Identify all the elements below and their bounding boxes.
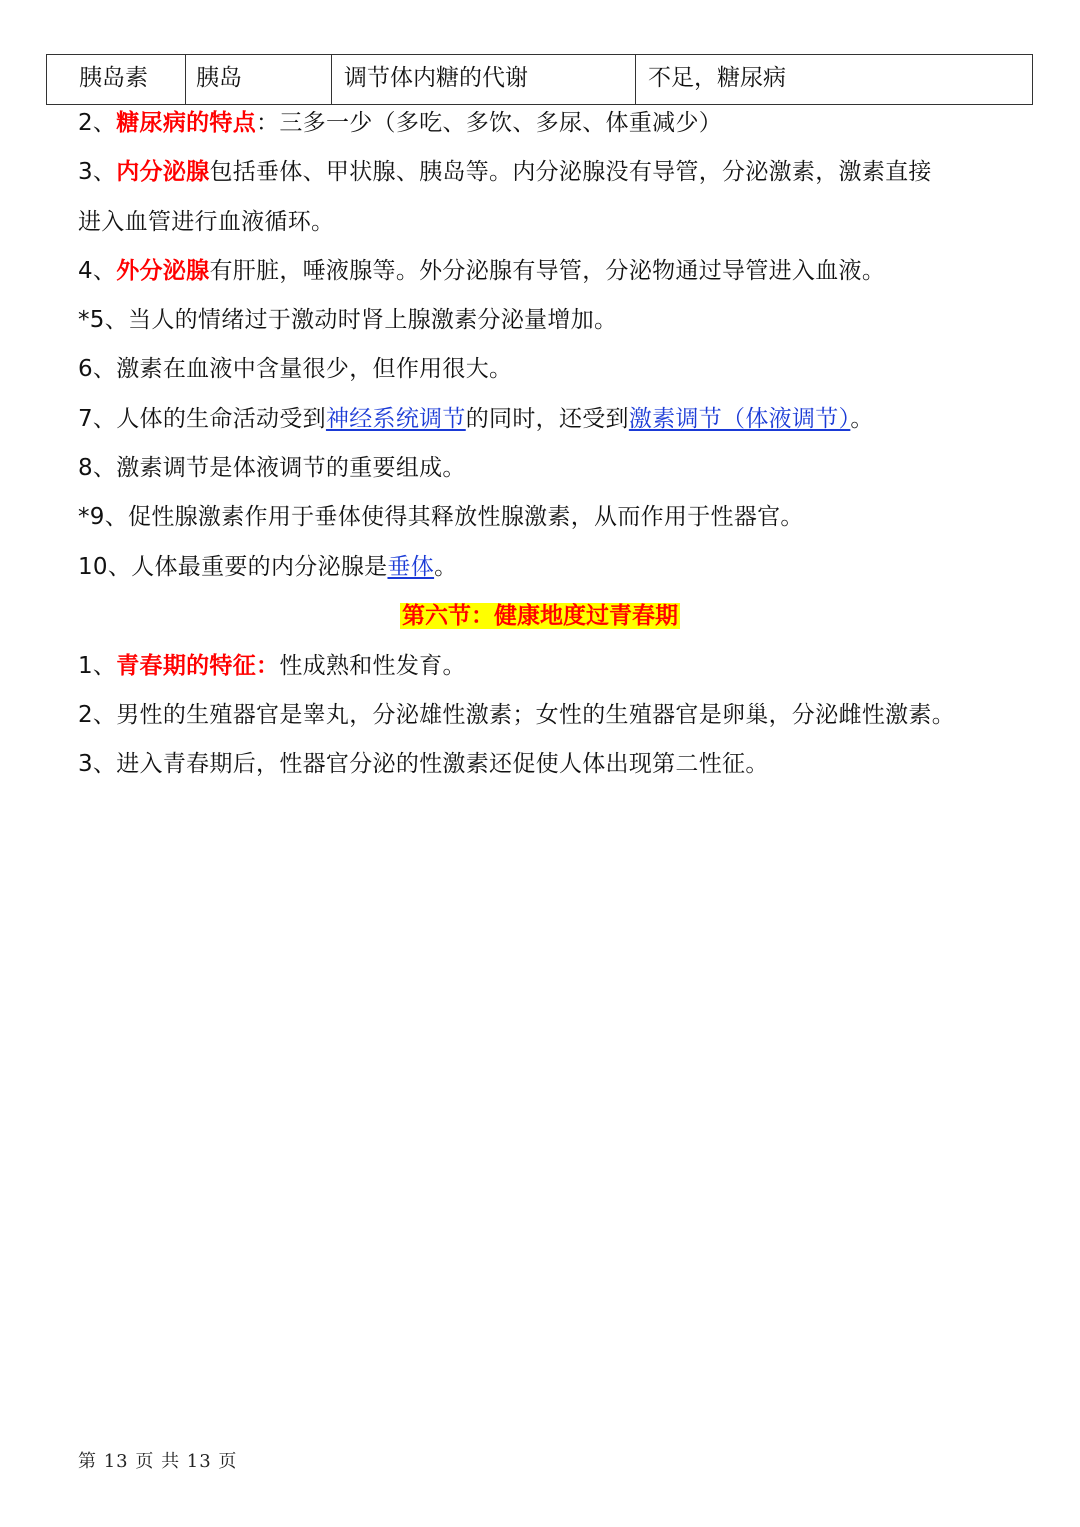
link-hormone-regulation[interactable]: 激素调节（体液调节）	[628, 406, 851, 432]
section-heading: 第六节：健康地度过青春期	[402, 603, 678, 629]
key-term: 外分泌腺	[116, 258, 210, 284]
list-item-4: 4、外分泌腺有肝脏，唾液腺等。外分泌腺有导管，分泌物通过导管进入血液。	[78, 258, 886, 284]
key-term: 青春期的特征：	[116, 653, 280, 679]
hormone-table	[46, 54, 1033, 105]
list-item-2: 2、糖尿病的特点：三多一少（多吃、多饮、多尿、体重减少）	[78, 110, 723, 136]
table-row	[47, 55, 1033, 105]
key-term: 糖尿病的特点	[116, 110, 257, 136]
list-item-10: 10、人体最重要的内分泌腺是垂体。	[78, 554, 458, 580]
section-item-1: 1、青春期的特征：性成熟和性发育。	[78, 653, 466, 679]
section-item-3: 3、进入青春期后，性器官分泌的性激素还促使人体出现第二性征。	[78, 751, 769, 777]
list-item-7: 7、人体的生命活动受到神经系统调节的同时，还受到激素调节（体液调节）。	[78, 406, 874, 432]
link-pituitary[interactable]: 垂体	[387, 554, 435, 580]
table-cell-disorder: 不足，糖尿病	[636, 55, 1033, 105]
link-nervous-regulation[interactable]: 神经系统调节	[325, 406, 466, 432]
page-footer: 第 13 页 共 13 页	[78, 1451, 238, 1472]
list-item-6: 6、激素在血液中含量很少，但作用很大。	[78, 356, 513, 382]
list-item-8: 8、激素调节是体液调节的重要组成。	[78, 455, 466, 481]
list-item-3: 3、内分泌腺包括垂体、甲状腺、胰岛等。内分泌腺没有导管，分泌激素，激素直接	[78, 159, 932, 185]
list-item-9: *9、促性腺激素作用于垂体使得其释放性腺激素，从而作用于性器官。	[78, 504, 804, 530]
table-cell-gland: 胰岛	[186, 55, 332, 105]
section-item-2: 2、男性的生殖器官是睾丸，分泌雄性激素；女性的生殖器官是卵巢，分泌雌性激素。	[78, 702, 956, 728]
table-cell-hormone: 胰岛素	[47, 55, 186, 105]
list-item-5: *5、当人的情绪过于激动时肾上腺激素分泌量增加。	[78, 307, 618, 333]
table-cell-function: 调节体内糖的代谢	[332, 55, 636, 105]
key-term: 内分泌腺	[116, 159, 210, 185]
list-item-3-continuation: 进入血管进行血液循环。	[78, 209, 335, 235]
